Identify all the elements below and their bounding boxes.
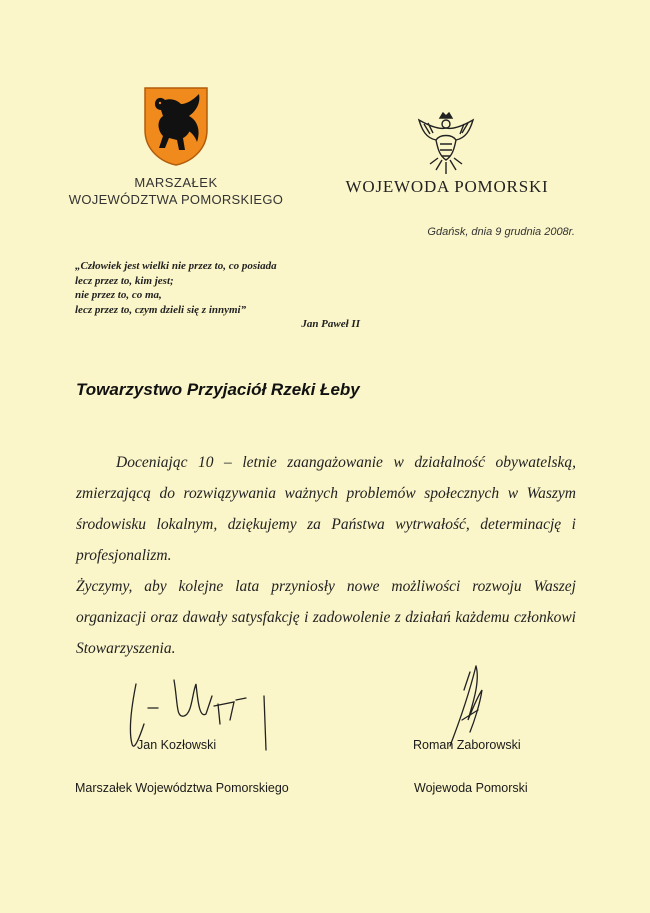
quote-line: „Człowiek jest wielki nie przez to, co posiada [75, 260, 277, 272]
issuer-right-title: WOJEWODA POMORSKI [345, 177, 549, 196]
letter-body [76, 447, 576, 664]
letter-date: Gdańsk, dnia 9 grudnia 2008r. [427, 226, 575, 238]
issuer-left-title-line2: WOJEWÓDZTWA POMORSKIEGO [68, 192, 284, 207]
signatory-right-name: Roman Zaborowski [413, 738, 521, 752]
quote-line: lecz przez to, kim jest; [75, 274, 174, 287]
signatory-right-role: Wojewoda Pomorski [414, 781, 528, 795]
white-eagle-emblem-icon [416, 110, 476, 178]
quote-line: lecz przez to, czym dzieli się z innymi” [75, 303, 247, 316]
quote-line: nie przez to, co ma, [75, 289, 162, 301]
issuer-left-title-line1: MARSZAŁEK [134, 175, 218, 190]
signatory-left-name: Jan Kozłowski [137, 738, 217, 752]
recipient-heading: Towarzystwo Przyjaciół Rzeki Łeby [76, 380, 360, 399]
quote-block [75, 259, 375, 317]
body-paragraph-2: Życzymy, aby kolejne lata przyniosły nowe możliwości rozwoju Waszej organizacji oraz dawały satysfakcję i zadowolenie z działań każdemu członkowi Stowarzyszenia. [76, 578, 576, 657]
griffin-coat-of-arms-icon [143, 86, 209, 166]
body-paragraph-1: Doceniając 10 – letnie zaangażowanie w działalność obywatelską, zmierzającą do rozwiązywania ważnych problemów społecznych w Waszym środowisku lokalnym, dziękujemy za Państwa wytrwałość, determinację i profesjonalizm. [76, 454, 576, 564]
quote-author: Jan Paweł II [301, 318, 360, 330]
signatory-left-role: Marszałek Województwa Pomorskiego [75, 781, 289, 795]
